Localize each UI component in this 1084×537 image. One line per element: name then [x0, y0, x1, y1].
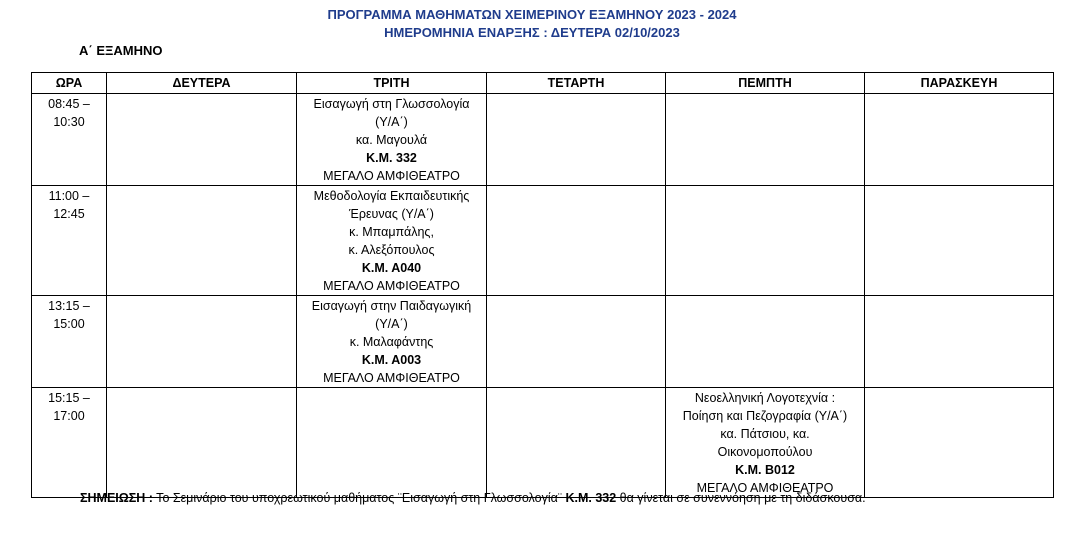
- course-code: Κ.Μ. Β012: [735, 463, 795, 477]
- instructor: κ. Αλεξόπουλος: [348, 243, 435, 257]
- course-title: Εισαγωγή στην Παιδαγωγική: [311, 299, 472, 313]
- footnote-text-end: θα γίνεται σε συνεννόηση με τη διδάσκουσα.: [616, 491, 866, 505]
- time-cell: [32, 186, 107, 296]
- footnote-text: Το Σεμινάριο του υποχρεωτικού μαθήματος ¨Εισαγωγή στη Γλωσσολογία¨: [152, 491, 566, 505]
- tuesday-cell: [297, 388, 487, 498]
- time-cell: [32, 296, 107, 388]
- table-row: [32, 94, 1054, 186]
- thursday-cell: [666, 296, 865, 388]
- wednesday-cell: [487, 186, 666, 296]
- footnote: [80, 491, 866, 505]
- column-header-wednesday: ΤΕΤΑΡΤΗ: [487, 73, 666, 94]
- course-title: Νεοελληνική Λογοτεχνία :: [694, 391, 836, 405]
- instructor: κα. Μαγουλά: [355, 133, 428, 147]
- instructor: κα. Πάτσιου, κα.: [720, 427, 810, 441]
- document-title: ΠΡΟΓΡΑΜΜΑ ΜΑΘΗΜΑΤΩΝ ΧΕΙΜΕΡΙΝΟΥ ΕΞΑΜΗΝΟΥ 2023 - 2024: [327, 7, 737, 22]
- column-header-friday: ΠΑΡΑΣΚΕΥΗ: [865, 73, 1054, 94]
- time-end: 12:45: [53, 207, 85, 221]
- footnote-label: ΣΗΜΕΙΩΣΗ :: [80, 491, 153, 505]
- tuesday-cell: [297, 186, 487, 296]
- semester-label: Α΄ ΕΞΑΜΗΝΟ: [79, 43, 163, 58]
- time-cell: [32, 388, 107, 498]
- course-type: (Υ/Α΄): [375, 115, 408, 129]
- thursday-cell: [666, 94, 865, 186]
- thursday-cell: [666, 388, 865, 498]
- time-start: 11:00 –: [48, 189, 90, 203]
- time-end: 15:00: [53, 317, 85, 331]
- monday-cell: [107, 186, 297, 296]
- tuesday-cell: [297, 296, 487, 388]
- wednesday-cell: [487, 94, 666, 186]
- course-title: Εισαγωγή στη Γλωσσολογία: [313, 97, 470, 111]
- friday-cell: [865, 186, 1054, 296]
- friday-cell: [865, 296, 1054, 388]
- friday-cell: [865, 388, 1054, 498]
- column-header-monday: ΔΕΥΤΕΡΑ: [107, 73, 297, 94]
- time-start: 15:15 –: [48, 391, 90, 405]
- course-code: Κ.Μ. Α040: [361, 261, 422, 275]
- room: ΜΕΓΑΛΟ ΑΜΦΙΘΕΑΤΡΟ: [323, 371, 460, 385]
- instructor: κ. Μπαμπάλης,: [349, 225, 434, 239]
- table-row: [32, 388, 1054, 498]
- course-code: Κ.Μ. 332: [366, 151, 417, 165]
- schedule-table: [31, 72, 1054, 498]
- room: ΜΕΓΑΛΟ ΑΜΦΙΘΕΑΤΡΟ: [323, 169, 460, 183]
- course-title: Μεθοδολογία Εκπαιδευτικής: [313, 189, 470, 203]
- monday-cell: [107, 388, 297, 498]
- monday-cell: [107, 296, 297, 388]
- friday-cell: [865, 94, 1054, 186]
- time-start: 13:15 –: [48, 299, 90, 313]
- thursday-cell: [666, 186, 865, 296]
- wednesday-cell: [487, 388, 666, 498]
- course-type: (Υ/Α΄): [375, 317, 408, 331]
- course-code: Κ.Μ. Α003: [361, 353, 422, 367]
- instructor: κ. Μαλαφάντης: [349, 335, 434, 349]
- header-row: [32, 73, 1054, 94]
- time-cell: [32, 94, 107, 186]
- tuesday-cell: [297, 94, 487, 186]
- time-end: 10:30: [53, 115, 85, 129]
- table-row: [32, 186, 1054, 296]
- table-row: [32, 296, 1054, 388]
- column-header-time: ΩΡΑ: [32, 73, 107, 94]
- footnote-course-code: Κ.Μ. 332: [565, 491, 617, 505]
- monday-cell: [107, 94, 297, 186]
- start-date-title: ΗΜΕΡΟΜΗΝΙΑ ΕΝΑΡΞΗΣ : ΔΕΥΤΕΡΑ 02/10/2023: [384, 25, 680, 40]
- time-start: 08:45 –: [48, 97, 90, 111]
- column-header-tuesday: ΤΡΙΤΗ: [297, 73, 487, 94]
- time-end: 17:00: [53, 409, 85, 423]
- instructor: Οικονομοπούλου: [717, 445, 813, 459]
- course-type: Έρευνας (Υ/Α΄): [349, 207, 434, 221]
- room: ΜΕΓΑΛΟ ΑΜΦΙΘΕΑΤΡΟ: [696, 481, 834, 495]
- wednesday-cell: [487, 296, 666, 388]
- room: ΜΕΓΑΛΟ ΑΜΦΙΘΕΑΤΡΟ: [323, 279, 460, 293]
- column-header-thursday: ΠΕΜΠΤΗ: [666, 73, 865, 94]
- course-title: Ποίηση και Πεζογραφία (Υ/Α΄): [682, 409, 848, 423]
